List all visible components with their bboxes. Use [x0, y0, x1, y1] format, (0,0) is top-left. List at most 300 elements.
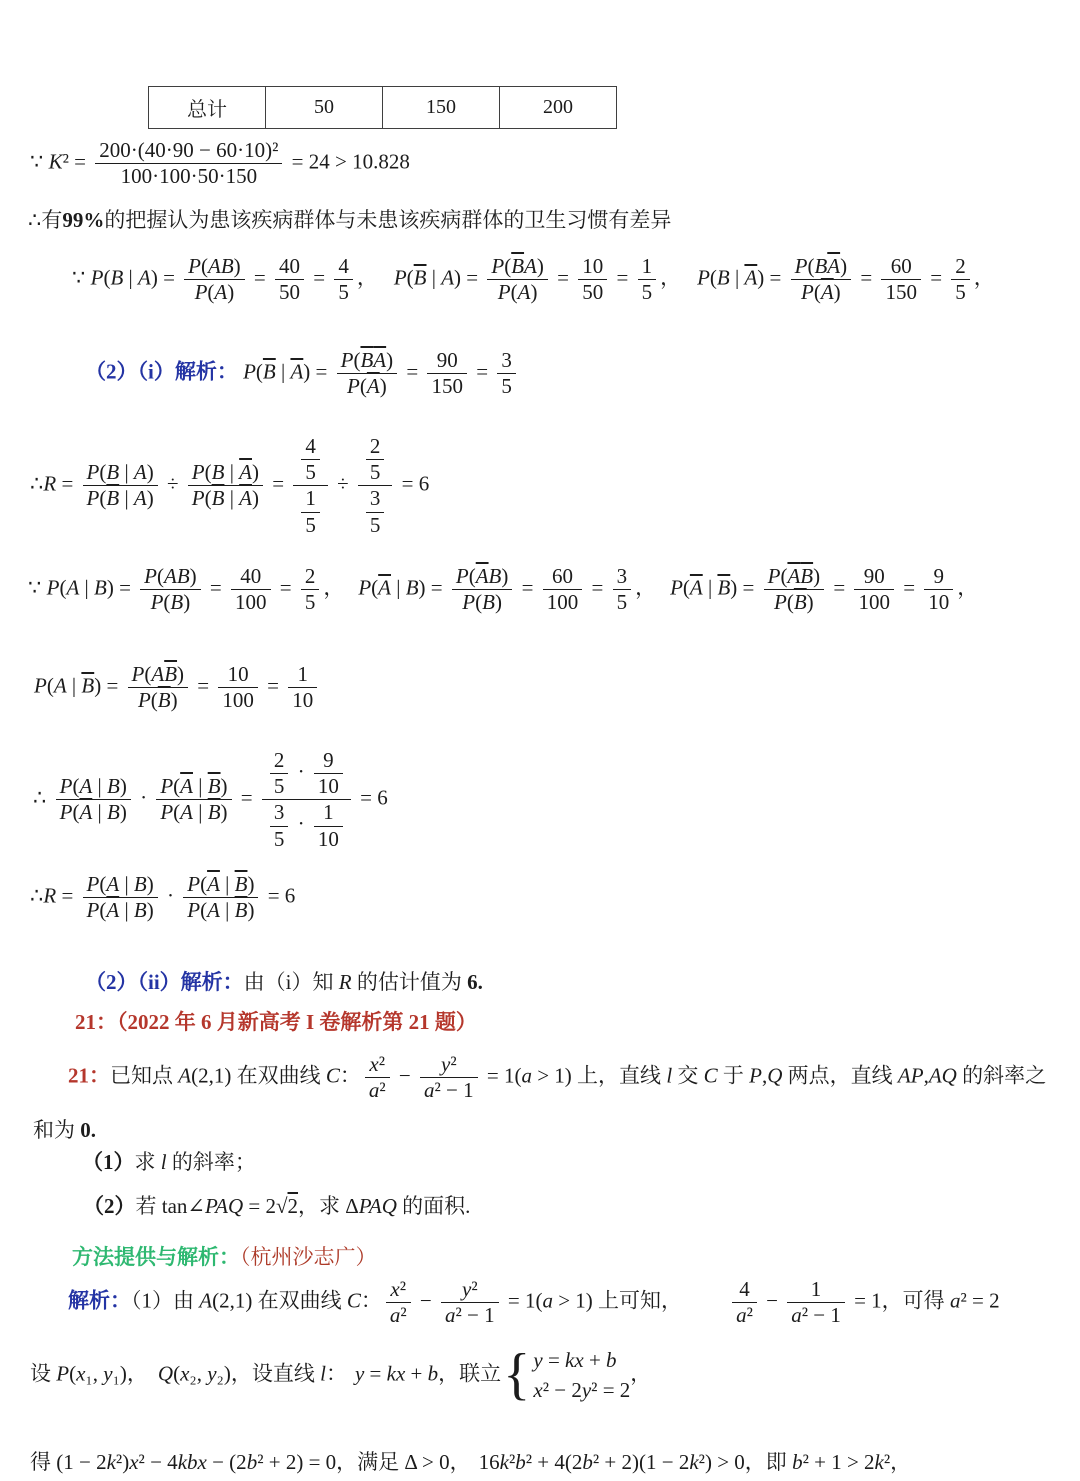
math-variable: P — [697, 265, 710, 290]
fraction — [83, 872, 158, 923]
fraction — [487, 254, 547, 305]
fraction-numerator: $P(\overline{B}A)$ — [487, 254, 547, 280]
math-variable: R — [43, 883, 57, 908]
fraction — [441, 1277, 499, 1328]
quadratic-line: 得 (1 − 2k²)x² − 4kbx − (2b² + 2) = 0，满足 Δ > 0， 16k²b² + 4(2b² + 2)(1 − 2k²) > 0，即 b² + 1 > 2k²， — [30, 1450, 912, 1474]
overline-variable: $\overline{B}$ — [717, 575, 731, 600]
fraction — [787, 1277, 845, 1328]
fraction — [183, 872, 258, 923]
math-variable: P — [455, 564, 469, 588]
math-variable: P — [86, 460, 100, 485]
math-variable: x — [180, 1361, 190, 1386]
math-variable: P — [131, 662, 145, 686]
fraction-numerator: 10 — [578, 254, 607, 280]
table-cell: 50 — [266, 87, 383, 128]
math-variable: P — [191, 460, 205, 485]
fraction — [128, 662, 188, 713]
system-line: x² − 2y² = 2 — [533, 1378, 631, 1403]
fraction-numerator: y² — [420, 1052, 478, 1078]
fraction-numerator: 1 — [314, 800, 343, 826]
overline-variable: $\overline{B}$ — [793, 590, 807, 615]
fraction — [358, 434, 393, 538]
math-variable: kx — [386, 1361, 406, 1386]
summary-table-total-row — [148, 86, 617, 129]
fraction — [365, 1052, 390, 1103]
math-variable: kx — [565, 1348, 584, 1372]
overline-variable: $\overline{B}$ — [234, 898, 248, 923]
math-variable: AB — [208, 254, 234, 278]
overline-variable: $\overline{B}$ — [164, 662, 178, 686]
math-variable: P — [340, 348, 354, 372]
fraction-numerator: 1 — [288, 662, 317, 688]
fraction — [366, 486, 385, 537]
fraction-denominator: $P(\overline{B})$ — [137, 688, 178, 713]
math-variable: P — [86, 872, 100, 896]
fraction-denominator: $P(\overline{B}$ | $\overline{A}$) — [191, 486, 259, 511]
fraction-numerator: $P(\overline{B}\overline{A})$ — [337, 348, 397, 374]
overline-variable: $\overline{B}$ — [106, 486, 120, 511]
fraction-denominator: 50 — [582, 280, 604, 305]
text-run: （2）（ii）解析： — [85, 970, 244, 994]
fraction-denominator: P(A) — [497, 280, 538, 305]
fraction-denominator: 10 — [928, 590, 950, 615]
system-line: y = kx + b — [533, 1348, 617, 1372]
fraction-numerator: 60 — [881, 254, 921, 280]
prob-a-given-b-line: ∵ P(A | B) = $\frac{P(AB)}{P(B)}$ = $\frac{40}{100}$ = $\frac{2}{5}$ ， $P(\overline{A}$ | B) = $\frac{P(\overline{A}B)}{P(B)}$ = $\frac{60}{100}$ = $\frac{3}{5}$ ， $P(\overline{A}$ | $\overline{B}$) = $\frac{P(\overline{A}\overline{B})}{P(\overline{B})}$ = $\frac{90}{100}$ = $\frac{9}{10}$ ， — [28, 564, 979, 615]
math-variable: a — [949, 1288, 961, 1313]
fraction-denominator: 10 — [317, 826, 339, 851]
fraction-denominator: $P(\overline{A}$ | B) — [86, 898, 154, 923]
fraction-denominator: a² — [736, 1303, 753, 1328]
fraction — [791, 254, 851, 305]
fraction-denominator: 5 — [304, 590, 316, 615]
fraction-numerator: 40 — [231, 564, 271, 590]
fraction-numerator: $\frac{2}{5}$ · $\frac{9}{10}$ — [262, 748, 351, 800]
math-variable: PAQ — [205, 1194, 244, 1218]
math-variable: l — [320, 1361, 326, 1386]
text-run: 方法提供与解析： — [72, 1245, 240, 1269]
text-run: 21： — [75, 1010, 117, 1034]
fraction-denominator: 150 — [885, 280, 917, 305]
overline-variable: $\overline{B}$ — [360, 348, 374, 372]
text-run: 0. — [80, 1118, 96, 1142]
solution-part1-line: 解析：（1）由 A(2,1) 在双曲线 C： $\frac{\text{x²}}{\text{a²}}$ − $\frac{\text{y²}}{\text{a² − 1}}$ = 1(a > 1) 上可知， $\frac{4}{\text{a²}}$ − $\frac{1}{\text{a² − 1}}$ = 1，可得 a² = 2 — [68, 1277, 1000, 1328]
math-variable: B — [482, 590, 495, 615]
fraction-numerator: P(A | B) — [83, 872, 158, 898]
text-run: （杭州沙志广） — [240, 1245, 377, 1269]
fraction — [293, 434, 328, 538]
overline-variable: $\overline{A}$ — [106, 898, 120, 923]
math-variable: P — [90, 265, 104, 290]
math-variable: b — [582, 1450, 593, 1474]
overline-variable: $\overline{A}$ — [207, 872, 220, 896]
math-variable: A — [151, 662, 165, 686]
text-run: 解析： — [68, 1288, 131, 1313]
fraction — [366, 434, 385, 485]
fraction — [452, 564, 512, 615]
q21-statement-cont-line: 和为 0. — [33, 1118, 96, 1142]
text-run: （2022 年 6 月新高考 I 卷解析第 21 题） — [117, 1010, 477, 1034]
math-variable: A — [106, 872, 120, 896]
math-variable: x — [533, 1378, 543, 1403]
text-run: 6. — [467, 970, 483, 994]
fraction-numerator: $P(\overline{A}\overline{B})$ — [764, 564, 824, 590]
fraction-denominator: 100 — [858, 590, 890, 615]
fraction-numerator — [358, 434, 393, 486]
fraction — [188, 460, 263, 511]
math-variable: a — [368, 1078, 380, 1103]
k2-formula-line: ∵ K² = $\frac{\text{200·(40·90 − 60·10)²}}{100\cdot 100\cdot 50\cdot 150}$ = 24 > 10.828 — [30, 138, 410, 189]
math-variable: A — [180, 800, 193, 825]
math-variable: P — [243, 359, 256, 384]
fraction-numerator: 1 — [301, 486, 320, 512]
math-variable: B — [170, 590, 184, 615]
math-variable: A — [133, 460, 147, 485]
math-variable: AB — [164, 564, 190, 588]
math-variable: P — [358, 575, 372, 600]
fraction-denominator: 5 — [273, 826, 285, 851]
fraction-numerator: 4 — [301, 434, 320, 460]
overline-variable: $\overline{A}$ — [239, 460, 252, 485]
math-variable: k — [689, 1450, 699, 1474]
math-variable: P — [56, 1361, 70, 1386]
fraction-denominator: 100·100·50·150 — [120, 164, 258, 189]
math-variable: B — [716, 265, 730, 290]
overline-variable: $\overline{A}$ — [787, 564, 801, 588]
overline-variable: $\overline{A}$ — [378, 575, 391, 600]
overline-variable: $\overline{A}$ — [820, 280, 834, 305]
math-variable: A — [207, 898, 220, 923]
fraction-numerator: 200·(40·90 − 60·10)² — [95, 138, 282, 164]
q21-statement-line: 21：已知点 A(2,1) 在双曲线 C： $\frac{\text{x²}}{\text{a²}}$ − $\frac{\text{y²}}{\text{a² − 1}}$ = 1(a > 1) 上，直线 l 交 C 于 P,Q 两点，直线 AP,AQ 的斜率之 — [68, 1052, 1047, 1103]
overline-variable: $\overline{B}$ — [207, 800, 221, 825]
math-variable: x — [129, 1450, 139, 1474]
fraction-numerator: 1 — [787, 1277, 845, 1303]
overline-variable: $\overline{B}$ — [81, 673, 95, 698]
math-variable: B — [107, 774, 120, 799]
math-variable: kbx — [177, 1450, 207, 1474]
prob-b-given-a-line: ∵ P(B | A) = $\frac{P(AB)}{P(A)}$ = $\frac{40}{50}$ = $\frac{4}{5}$ ， $P(\overline{B}$ | A) = $\frac{P(\overline{B}A)}{P(A)}$ = $\frac{10}{50}$ = $\frac{1}{5}$ ， P(B | $\overline{A}$) = $\frac{P(B\overline{A})}{P(\overline{A})}$ = $\frac{60}{150}$ = $\frac{2}{5}$ ， — [72, 254, 995, 305]
math-variable: P — [774, 590, 787, 615]
math-variable: x — [76, 1361, 86, 1386]
fraction — [140, 564, 200, 615]
math-variable: y — [103, 1361, 113, 1386]
fraction-denominator: 100 — [235, 590, 267, 615]
overline-variable: $\overline{A}$ — [827, 254, 841, 278]
fraction — [301, 486, 320, 537]
math-variable: AP — [897, 1063, 924, 1088]
math-variable: a — [791, 1303, 802, 1328]
q21-part2-line: （2）若 tan∠PAQ = 2√2，求 ΔPAQ 的面积. — [83, 1194, 471, 1218]
radicand: 2 — [287, 1194, 299, 1218]
fraction-denominator: 5 — [369, 460, 381, 485]
fraction — [184, 254, 244, 305]
fraction-numerator: 1 — [638, 254, 657, 280]
overline-variable: $\overline{A}$ — [689, 575, 703, 600]
setup-pq-line: 设 P(x₁, y₁)， Q(x₂, y₂)，设直线 l： y = kx + b，联立 { y = kx + b x² − 2y² = 2 ， — [30, 1343, 652, 1407]
fraction-numerator: 2 — [301, 564, 320, 590]
math-variable: P — [491, 254, 505, 278]
fraction — [314, 800, 343, 851]
equation-system — [503, 1345, 630, 1406]
method-provider-line — [72, 1243, 377, 1271]
math-variable: P — [794, 254, 808, 278]
fraction — [497, 348, 516, 399]
fraction — [288, 662, 317, 713]
math-variable: A — [53, 673, 67, 698]
fraction — [427, 348, 467, 399]
fraction-denominator — [293, 486, 328, 537]
fraction-denominator: a² — [368, 1078, 386, 1103]
math-variable: C — [346, 1288, 361, 1313]
math-variable: A — [178, 1063, 192, 1088]
math-variable: x — [390, 1277, 400, 1301]
fraction — [881, 254, 921, 305]
math-variable: B — [405, 575, 419, 600]
part2i-analysis-line: （2）（i）解析： $P(\overline{B}$ | $\overline{A}$) = $\frac{P(\overline{B}\overline{A})}{P(\overline{A})}$ = $\frac{90}{150}$ = $\frac{3}{5}$ — [85, 348, 520, 399]
math-variable: y — [354, 1361, 365, 1386]
overline-variable: $\overline{B}$ — [207, 774, 221, 799]
fraction-numerator: x² — [386, 1277, 411, 1303]
math-variable: P — [86, 486, 100, 511]
fraction-numerator: 60 — [543, 564, 583, 590]
fraction-numerator: P(AB) — [184, 254, 244, 280]
overline-variable: $\overline{A}$ — [180, 774, 193, 799]
text-run: （2） — [83, 1194, 136, 1218]
fraction-numerator: 3 — [497, 348, 516, 374]
math-variable: P — [144, 564, 157, 588]
fraction-numerator: $P(\overline{A}B)$ — [452, 564, 512, 590]
overline-variable: $\overline{B}$ — [234, 872, 248, 896]
math-variable: B — [814, 254, 828, 278]
fraction-numerator: 90 — [427, 348, 467, 374]
math-variable: l — [160, 1150, 167, 1174]
math-variable: a — [521, 1063, 532, 1088]
math-variable: b — [427, 1361, 439, 1386]
math-variable: A — [138, 265, 151, 290]
math-variable: P — [137, 688, 151, 713]
fraction — [156, 774, 231, 825]
fraction — [764, 564, 824, 615]
fraction-denominator: P(B) — [462, 590, 502, 615]
fraction-denominator: a² − 1 — [444, 1303, 495, 1328]
math-variable: a — [542, 1288, 553, 1313]
fraction-denominator: P(A) — [194, 280, 235, 305]
fraction-numerator: 4 — [334, 254, 353, 280]
fraction-denominator: 10 — [292, 688, 314, 713]
text-run: 99% — [62, 208, 105, 232]
prob-a-given-notb-line: P(A | $\overline{B}$) = $\frac{P(A\overline{B})}{P(\overline{B})}$ = $\frac{10}{100}$ = $\frac{1}{10}$ — [34, 662, 321, 713]
math-variable: P — [347, 374, 360, 399]
fraction — [95, 138, 282, 189]
math-variable: k — [874, 1450, 884, 1474]
math-variable: a — [736, 1303, 747, 1328]
math-variable: P — [767, 564, 781, 588]
fraction — [314, 748, 343, 799]
math-variable: P — [34, 673, 47, 698]
math-variable: P — [393, 265, 407, 290]
math-variable: R — [43, 471, 57, 496]
math-variable: P — [188, 254, 201, 278]
fraction — [275, 254, 304, 305]
math-variable: A — [133, 486, 147, 511]
math-variable: P — [160, 800, 174, 825]
fraction-numerator: P(AB) — [140, 564, 200, 590]
q21-part1-line: （1）求 l 的斜率； — [82, 1150, 256, 1174]
fraction-denominator: $\frac{3}{5}$ · $\frac{1}{10}$ — [262, 800, 351, 851]
product-ratio-line: ∴ $\frac{P(A | B)}{P(\overline{A} | B)}$ · $\frac{P(\overline{A} | \overline{B})}{P(A | \overline{B})}$ = $\frac{2}{5}$ · $\frac{9}{10}$ $\frac{3}{5}$ · $\frac{1}{10}$ = 6 — [33, 748, 388, 851]
sqrt-expression — [276, 1194, 298, 1218]
overline-variable: $\overline{B}$ — [157, 688, 171, 713]
fraction — [337, 348, 397, 399]
overline-variable: $\overline{A}$ — [366, 374, 380, 399]
fraction-denominator — [358, 486, 393, 537]
math-variable: y — [581, 1378, 592, 1403]
fraction-denominator: 150 — [431, 374, 463, 399]
math-variable: y — [533, 1348, 543, 1372]
fraction-numerator — [293, 434, 328, 486]
fraction-numerator: 4 — [732, 1277, 757, 1303]
math-variable: l — [666, 1063, 673, 1088]
fraction-denominator: 5 — [955, 280, 966, 305]
text-run: （1） — [82, 1150, 135, 1174]
fraction-denominator: 100 — [222, 688, 254, 713]
fraction-numerator: x² — [365, 1052, 390, 1078]
fraction-denominator: $P(\overline{B})$ — [774, 590, 814, 615]
fraction-denominator: P(A | $\overline{B}$) — [187, 898, 255, 923]
overline-variable: $\overline{A}$ — [744, 265, 758, 290]
math-variable: P — [59, 774, 73, 799]
fraction-numerator: 3 — [366, 486, 385, 512]
fraction-denominator: P(B) — [150, 590, 191, 615]
overline-variable: $\overline{A}$ — [290, 359, 304, 384]
math-variable: P — [749, 1063, 762, 1088]
table-cell: 150 — [383, 87, 500, 128]
math-variable: k — [499, 1450, 509, 1474]
fraction — [270, 748, 289, 799]
math-variable: K — [48, 149, 63, 174]
fraction-denominator: $P(\overline{B}$ | A) — [86, 486, 154, 511]
fraction-denominator: $P(\overline{A})$ — [347, 374, 387, 399]
fraction-numerator: 9 — [314, 748, 343, 774]
overline-variable: $\overline{A}$ — [239, 486, 252, 511]
math-variable: B — [110, 265, 124, 290]
fraction — [578, 254, 607, 305]
math-variable: C — [703, 1063, 718, 1088]
fraction-denominator: a² − 1 — [423, 1078, 474, 1103]
fraction-denominator: 10 — [317, 774, 339, 799]
math-variable: P — [670, 575, 683, 600]
fraction-numerator: 3 — [270, 800, 289, 826]
math-variable: A — [441, 265, 455, 290]
fraction-denominator: $P(\overline{A})$ — [801, 280, 841, 305]
math-variable: P — [462, 590, 476, 615]
fraction — [420, 1052, 478, 1103]
overline-variable: $\overline{B}$ — [262, 359, 276, 384]
math-variable: a — [389, 1303, 401, 1328]
math-variable: B — [488, 564, 502, 588]
table-cell: 200 — [543, 96, 573, 118]
overline-variable: $\overline{B}$ — [211, 486, 225, 511]
math-variable: y — [207, 1361, 217, 1386]
overline-variable: $\overline{A}$ — [475, 564, 489, 588]
overline-variable: $\overline{A}$ — [373, 348, 387, 372]
math-variable: b — [515, 1450, 526, 1474]
math-variable: A — [524, 254, 537, 278]
fraction-denominator: 5 — [616, 590, 628, 615]
overline-variable: $\overline{B}$ — [511, 254, 525, 278]
math-variable: P — [46, 575, 60, 600]
fraction — [951, 254, 970, 305]
math-variable: C — [325, 1063, 340, 1088]
math-variable: b — [246, 1450, 258, 1474]
math-variable: P — [497, 280, 511, 305]
math-variable: P — [187, 898, 201, 923]
fraction-numerator: $P(\overline{A}$ | $\overline{B}$) — [183, 872, 258, 898]
math-variable: k — [106, 1450, 116, 1474]
fraction-denominator: 5 — [501, 374, 512, 399]
fraction — [231, 564, 271, 615]
fraction-denominator: 5 — [369, 512, 381, 537]
fraction-denominator: a² — [389, 1303, 407, 1328]
fraction — [732, 1277, 757, 1328]
math-variable: B — [106, 460, 120, 485]
math-variable: AQ — [928, 1063, 957, 1088]
fraction-numerator: P(B | $\overline{A}$) — [188, 460, 263, 486]
r-result-line: ∴R = $\frac{P(A | B)}{P(\overline{A} | B)}$ · $\frac{P(\overline{A} | \overline{B})}{P(A | \overline{B})}$ = 6 — [30, 872, 296, 923]
math-variable: A — [517, 280, 531, 305]
math-variable: a — [444, 1303, 456, 1328]
math-variable: a — [423, 1078, 435, 1103]
overline-variable: $\overline{B}$ — [413, 265, 427, 290]
fraction — [262, 748, 351, 852]
math-variable: B — [133, 872, 147, 896]
radical-sign-icon: √ — [275, 1194, 288, 1218]
fraction-numerator: $P(A\overline{B})$ — [128, 662, 188, 688]
text-run: 21： — [68, 1063, 110, 1088]
part2ii-analysis-line: （2）（ii）解析：由（i）知 R 的估计值为 6. — [85, 970, 483, 994]
fraction-denominator: 5 — [338, 280, 349, 305]
math-variable: P — [187, 872, 201, 896]
text-run: （2）（i）解析： — [85, 359, 238, 384]
math-variable: P — [86, 898, 100, 923]
math-variable: y — [461, 1277, 472, 1301]
math-variable: B — [94, 575, 107, 600]
fraction — [854, 564, 894, 615]
conclusion-99-line: ∴有99%的把握认为患该疾病群体与未患该疾病群体的卫生习惯有差异 — [28, 208, 672, 232]
fraction-denominator: $P(\overline{A}$ | B) — [59, 800, 127, 825]
math-variable: P — [150, 590, 164, 615]
math-variable: y — [440, 1052, 451, 1076]
fraction-numerator: 40 — [275, 254, 304, 280]
fraction — [56, 774, 131, 825]
left-brace-icon: { — [503, 1343, 531, 1407]
fraction-numerator: 3 — [613, 564, 632, 590]
fraction-numerator: 90 — [854, 564, 894, 590]
system-lines — [533, 1345, 630, 1406]
fraction-numerator: P(A | B) — [56, 774, 131, 800]
math-variable: x — [369, 1052, 379, 1076]
fraction — [218, 662, 258, 713]
fraction — [543, 564, 583, 615]
fraction-denominator: 5 — [305, 512, 316, 537]
overline-variable: $\overline{B}$ — [800, 564, 814, 588]
fraction — [334, 254, 353, 305]
math-variable: B — [107, 800, 120, 825]
math-variable: P — [59, 800, 73, 825]
math-variable: P — [801, 280, 814, 305]
fraction-numerator: y² — [441, 1277, 499, 1303]
